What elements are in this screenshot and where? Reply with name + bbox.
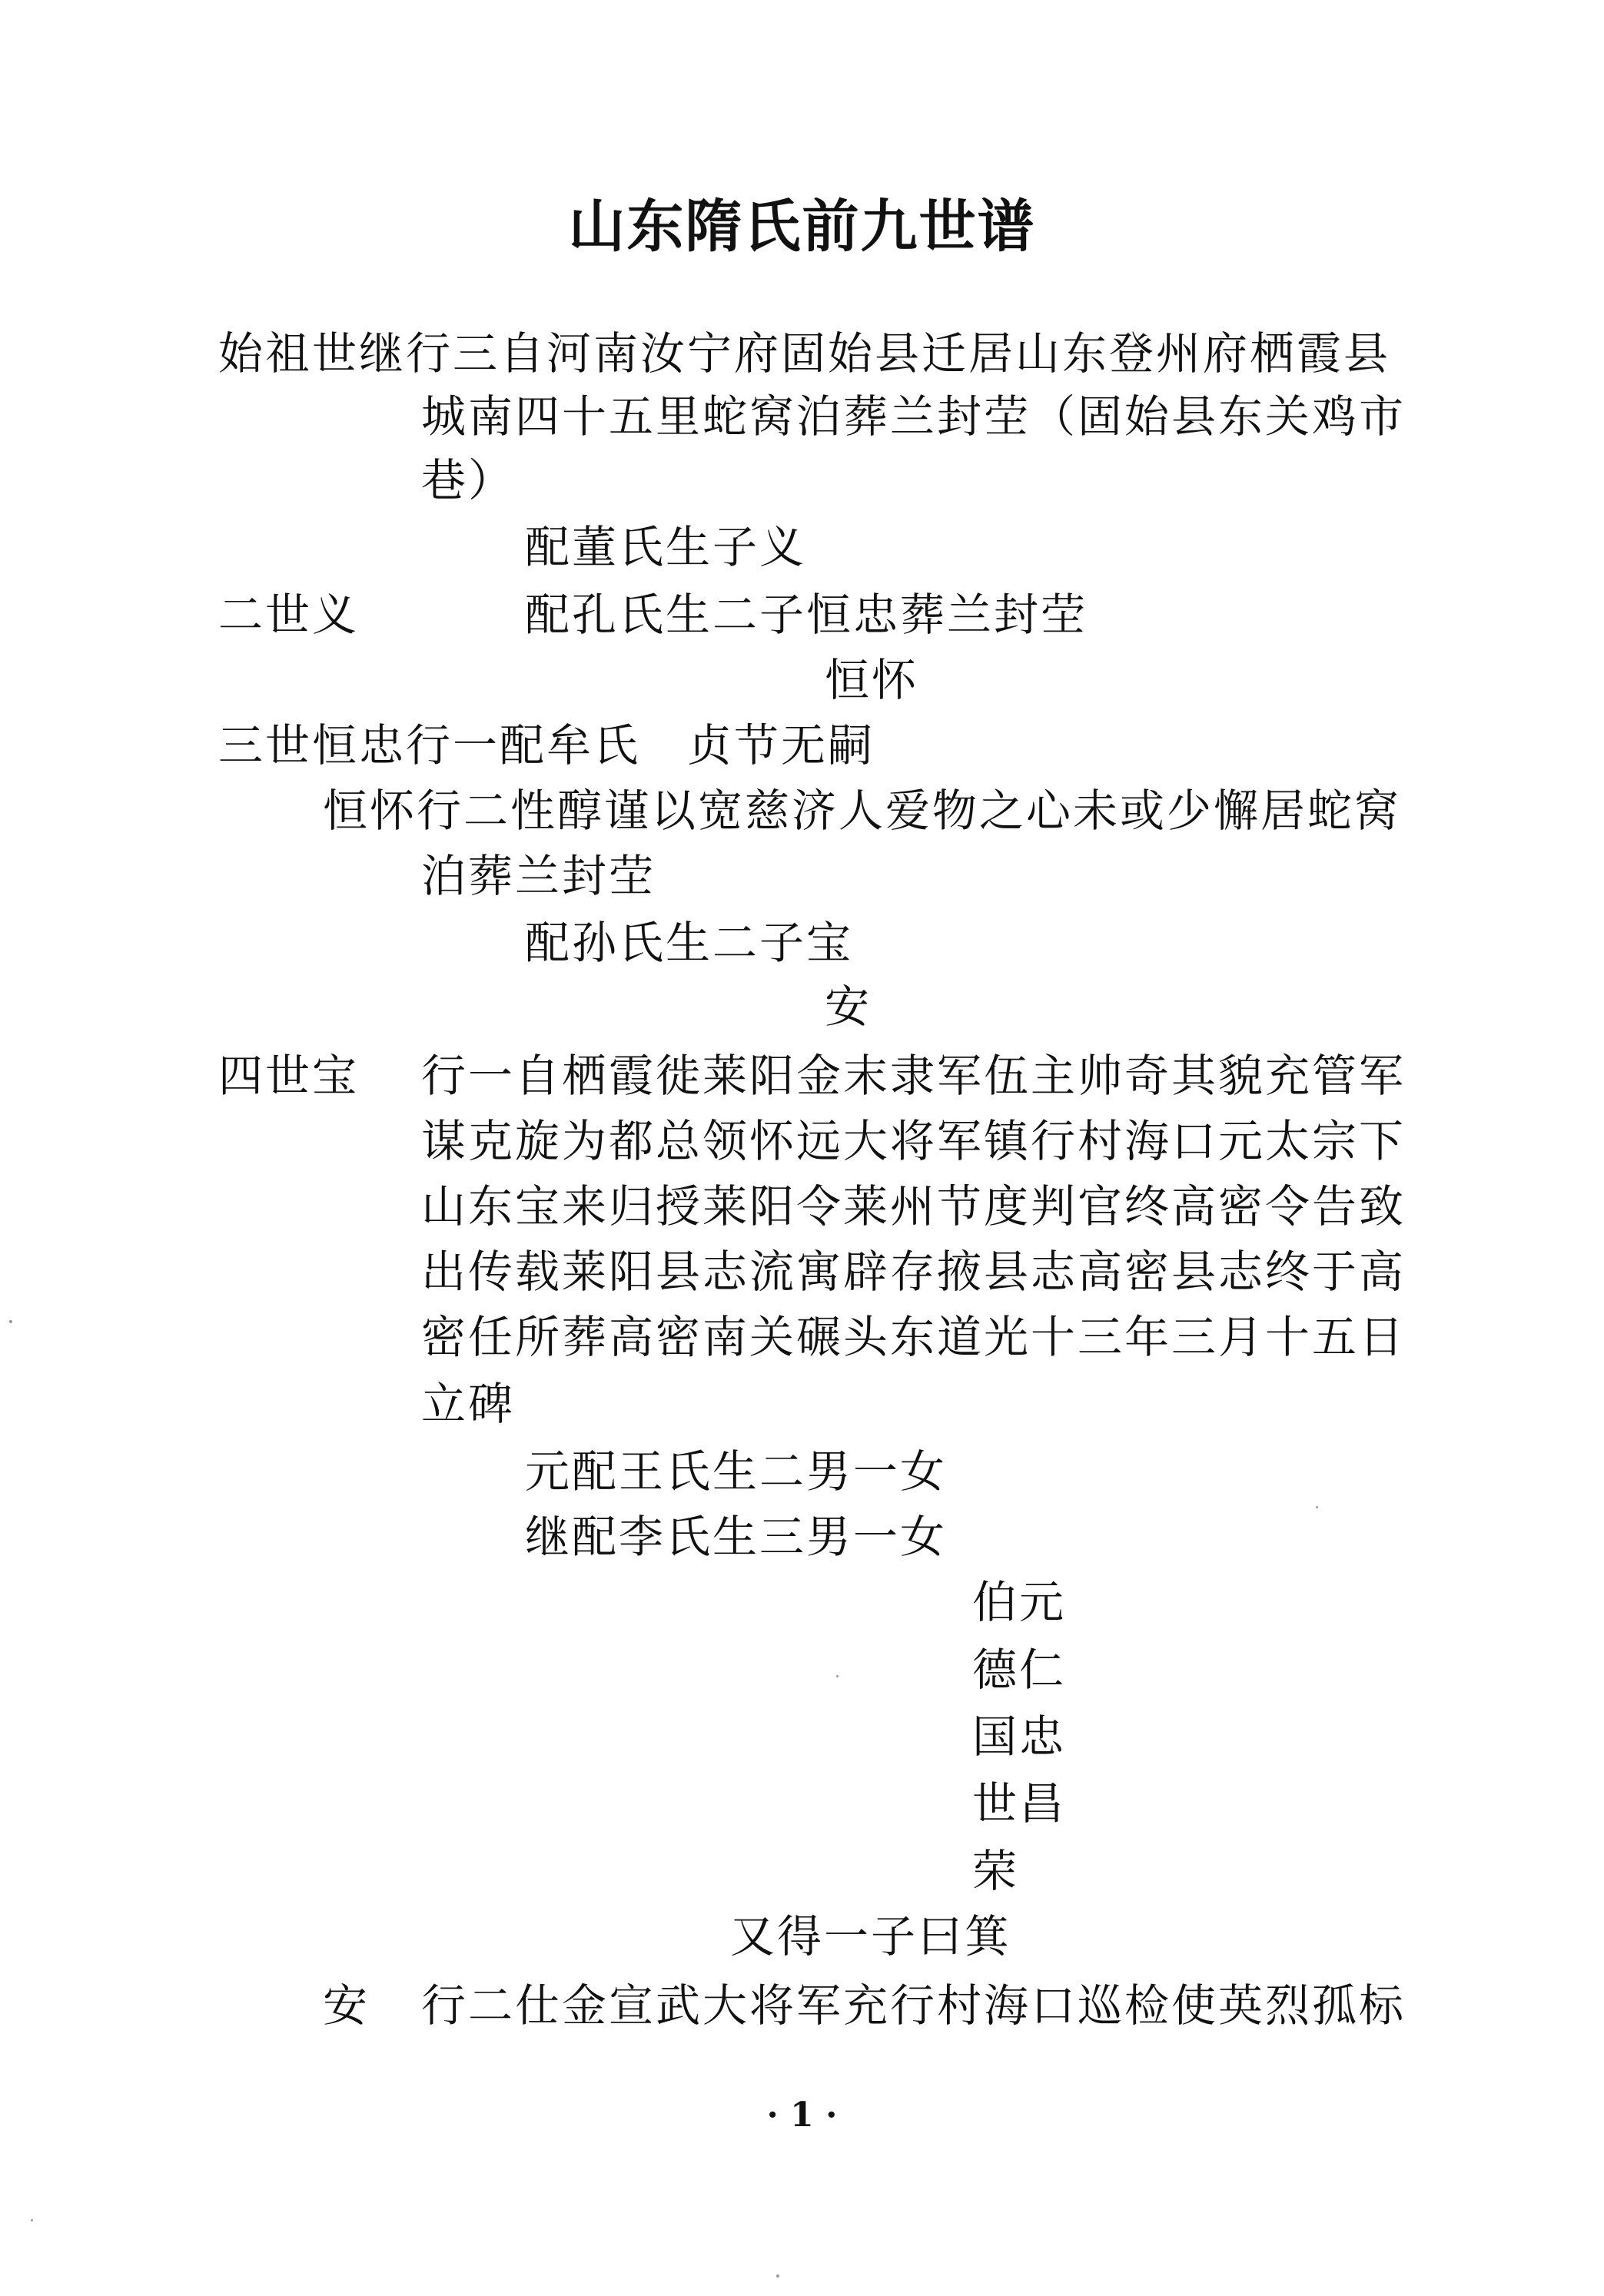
text-line-an-bio: 行二仕金宣武大将军充行村海口巡检使英烈孤标 [421, 1979, 1406, 2032]
text-line-child-1: 伯元 [972, 1576, 1067, 1628]
text-line-gen3-spouse: 配孙氏生二子宝 [525, 917, 854, 969]
text-line-child-3: 国忠 [972, 1710, 1067, 1763]
text-line-gen3-second: 恒怀行二性醇谨以宽慈济人爱物之心未或少懈居蛇窝 [323, 785, 1402, 837]
text-line-gen4-bio-5: 密任所葬高密南关碾头东道光十三年三月十五日 [421, 1311, 1406, 1363]
text-line-founder: 始祖世继行三自河南汝宁府固始县迁居山东登州府栖霞县 [218, 327, 1391, 380]
page-number: · 1 · [766, 2095, 838, 2135]
text-line-gen3-first: 三世恒忠行一配牟氏 贞节无嗣 [218, 719, 875, 771]
text-line-gen3-son: 安 [825, 980, 872, 1033]
text-line-gen4-bio-4: 出传载莱阳县志流寓辟存掖县志高密县志终于高 [421, 1246, 1406, 1298]
text-line-another-son: 又得一子曰箕 [730, 1910, 1012, 1963]
text-line-gen4-bio-2: 谋克旋为都总领怀远大将军镇行村海口元太宗下 [421, 1115, 1406, 1167]
text-line-gen2-spouse: 配孔氏生二子恒忠葬兰封茔 [525, 589, 1088, 641]
text-line-gen3-second-cont: 泊葬兰封茔 [421, 850, 656, 902]
text-line-founder-cont-2: 巷） [421, 454, 516, 506]
scan-speck [1316, 1506, 1318, 1508]
text-line-child-4: 世昌 [972, 1777, 1067, 1830]
text-line-gen2-son: 恒怀 [825, 654, 919, 706]
text-line-child-5: 荣 [972, 1845, 1020, 1897]
text-line-founder-cont-1: 城南四十五里蛇窝泊葬兰封茔（固始县东关鸡市 [421, 390, 1406, 443]
text-line-gen4-bio-6: 立碑 [421, 1378, 516, 1430]
page-title: 山东隋氏前九世谱 [568, 194, 1036, 260]
text-line-child-2: 德仁 [972, 1644, 1067, 1696]
text-line-gen4-label: 四世宝 [218, 1050, 360, 1102]
text-line-gen4-spouse-2: 继配李氏生三男一女 [525, 1511, 948, 1563]
text-line-founder-spouse: 配董氏生子义 [525, 521, 807, 573]
scan-speck [776, 2274, 779, 2278]
text-line-gen4-spouse-1: 元配王氏生二男一女 [525, 1445, 948, 1498]
scan-speck [9, 1320, 12, 1323]
text-line-gen4-bio-3: 山东宝来归授莱阳令莱州节度判官终高密令告致 [421, 1180, 1406, 1233]
text-line-an-label: 安 [323, 1979, 370, 2032]
scan-speck [836, 1675, 839, 1677]
scan-speck [31, 2219, 33, 2221]
text-line-gen4-bio-1: 行一自栖霞徙莱阳金末隶军伍主帅奇其貌充管军 [421, 1050, 1406, 1102]
text-line-gen2-label: 二世义 [218, 589, 360, 641]
